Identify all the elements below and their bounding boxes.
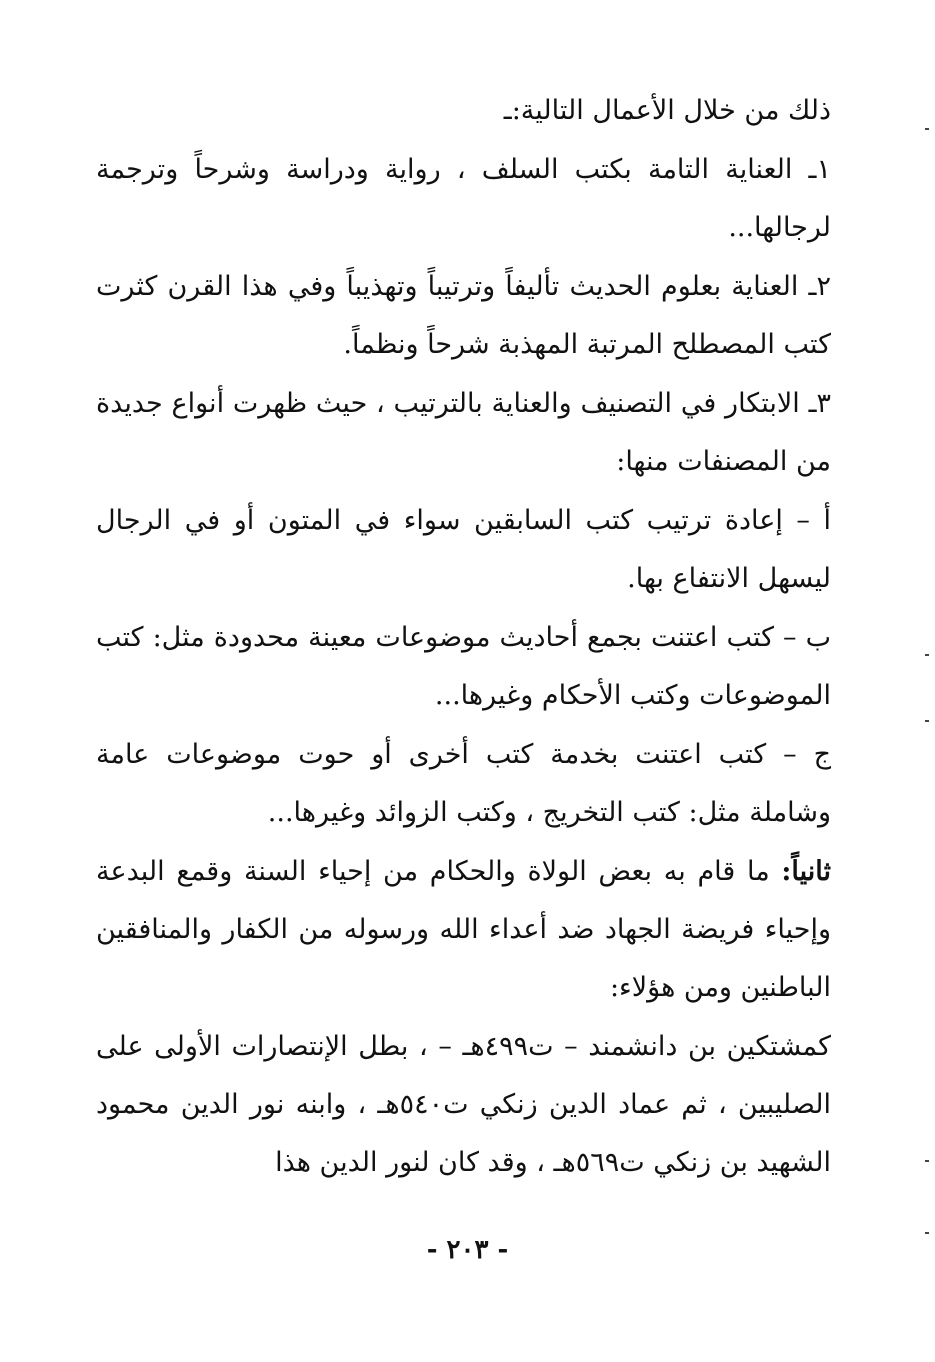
second-section-text: ما قام به بعض الولاة والحكام من إحياء السنة وقمع البدعة وإحياء فريضة الجهاد ضد أعداء الله ورسوله من الكفار والمنافقين الباطنين ومن هؤلاء:	[96, 856, 831, 1003]
item-3b-paragraph: ب – كتب اعتنت بجمع أحاديث موضوعات معينة محدودة مثل: كتب الموضوعات وكتب الأحكام وغيرها...	[96, 622, 831, 711]
second-section-lead: ثانياً:	[781, 856, 831, 887]
margin-mark	[925, 1160, 929, 1162]
margin-mark	[925, 654, 929, 656]
item-1-paragraph: ١ـ العناية التامة بكتب السلف ، رواية ودراسة وشرحاً وترجمة لرجالها...	[96, 154, 831, 243]
page-number: - ٢٠٣ -	[426, 1235, 509, 1265]
margin-mark	[925, 128, 929, 130]
item-2-paragraph: ٢ـ العناية بعلوم الحديث تأليفاً وترتيباً وتهذيباً وفي هذا القرن كثرت كتب المصطلح المرتبة المهذبة شرحاً ونظماً.	[96, 271, 831, 360]
item-3-paragraph: ٣ـ الابتكار في التصنيف والعناية بالترتيب ، حيث ظهرت أنواع جديدة من المصنفات منها:	[96, 388, 831, 477]
second-section-paragraph	[96, 843, 831, 1017]
item-3c-paragraph: ج – كتب اعتنت بخدمة كتب أخرى أو حوت موضوعات عامة وشاملة مثل: كتب التخريج ، وكتب الزوائد وغيرها...	[96, 739, 831, 828]
margin-mark	[925, 1232, 929, 1234]
margin-mark	[925, 720, 929, 722]
intro-paragraph: ذلك من خلال الأعمال التالية:ـ	[503, 95, 831, 126]
document-body	[96, 82, 831, 1192]
rulers-paragraph: كمشتكين بن دانشمند – ت٤٩٩هـ – ، بطل الإنتصارات الأولى على الصليبين ، ثم عماد الدين زنكي ت٥٤٠هـ ، وابنه نور الدين محمود الشهيد بن زنكي ت٥٦٩هـ ، وقد كان لنور الدين هذا	[96, 1031, 831, 1178]
item-3a-paragraph: أ – إعادة ترتيب كتب السابقين سواء في المتون أو في الرجال ليسهل الانتفاع بها.	[96, 505, 831, 594]
